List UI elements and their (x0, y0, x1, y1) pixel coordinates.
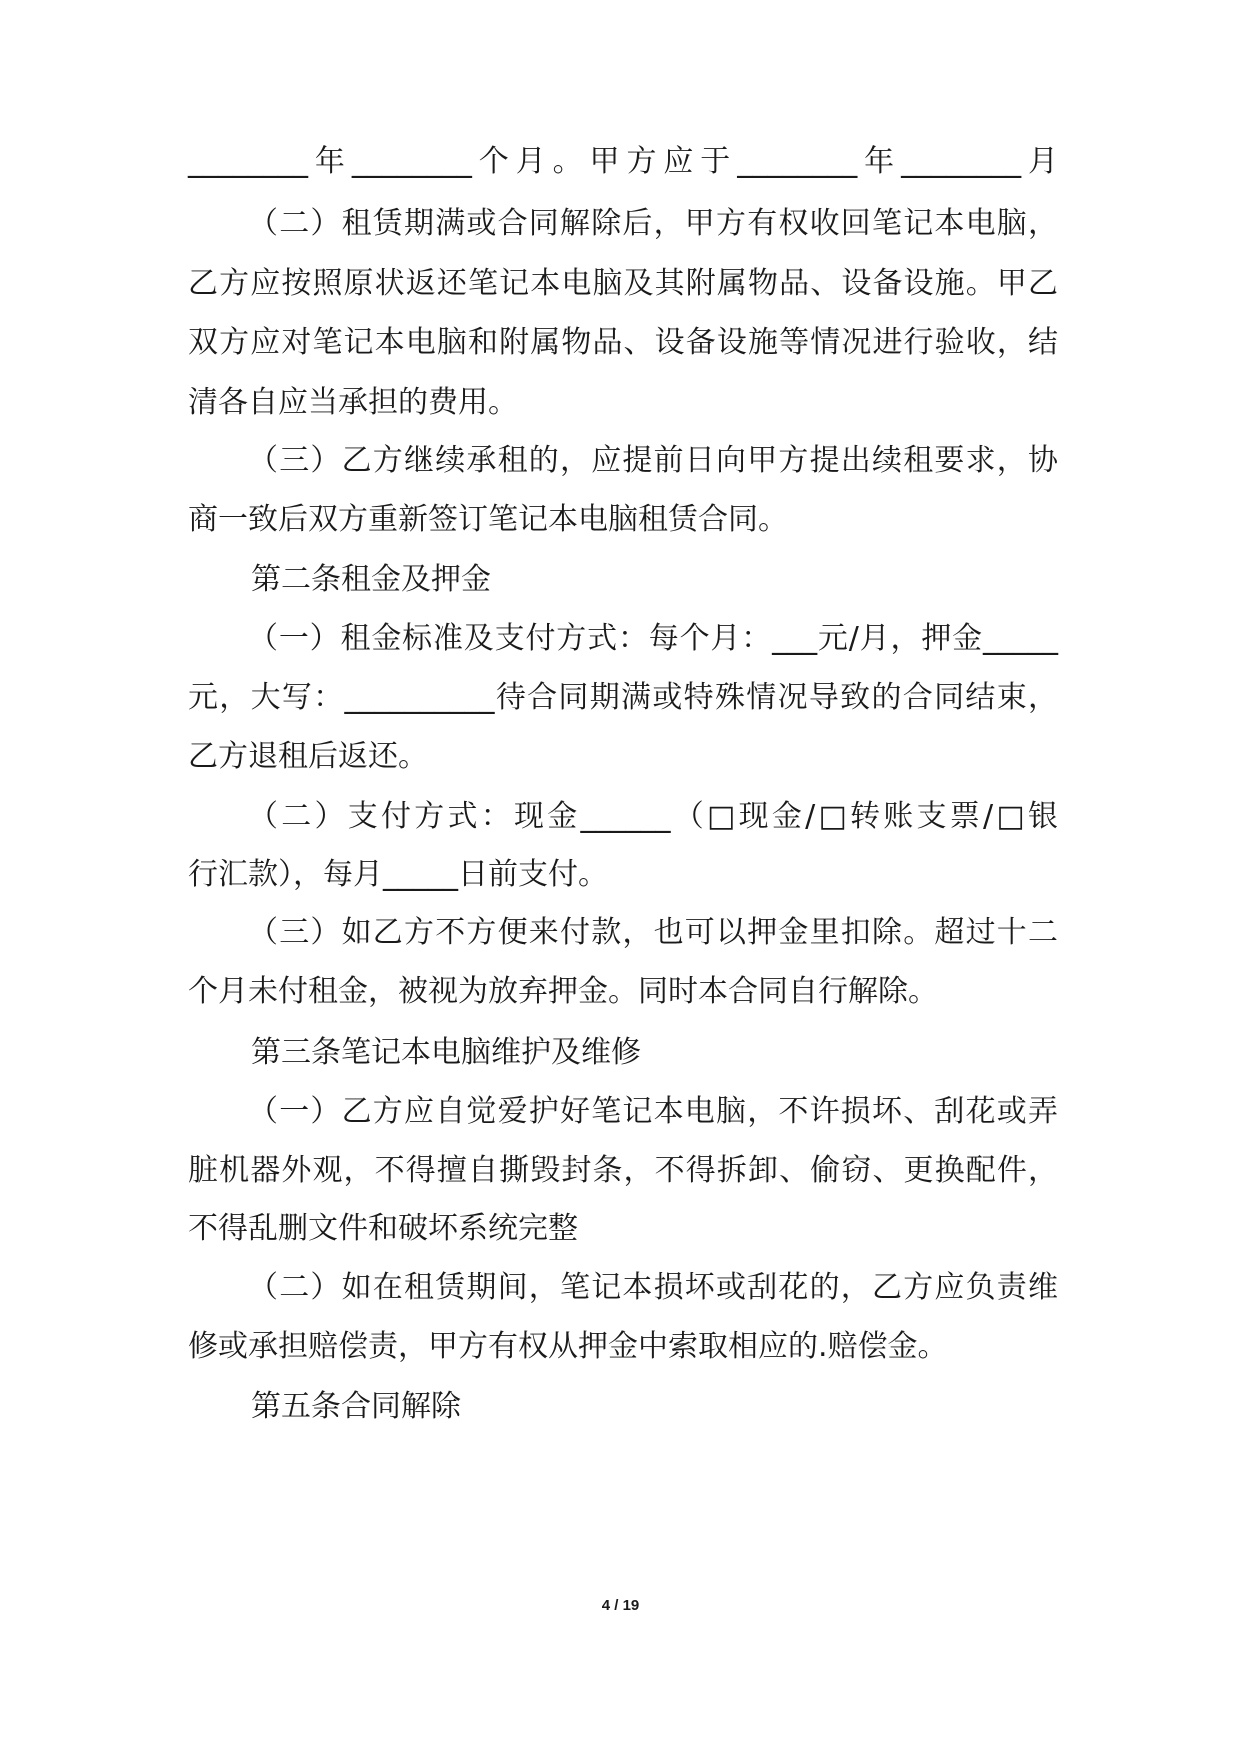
text-line: 元，大写：__________待合同期满或特殊情况导致的合同结束， (188, 680, 1058, 715)
text-line: 不得乱删文件和破坏系统完整 (188, 1211, 578, 1246)
section-heading: 第二条租金及押金 (251, 562, 491, 597)
page-number: 4 / 19 (601, 1597, 640, 1614)
text-line: （二）支付方式：现金______（□现金/□转账支票/□银 (248, 799, 1058, 834)
text-line: 行汇款），每月_____日前支付。 (188, 857, 608, 892)
text-line: 个月未付租金，被视为放弃押金。同时本合同自行解除。 (188, 974, 938, 1009)
text-line: 双方应对笔记本电脑和附属物品、设备设施等情况进行验收，结 (188, 325, 1058, 360)
text-line: ________年________个月。甲方应于________年________月 (188, 144, 1058, 179)
text-line: 清各自应当承担的费用。 (188, 385, 518, 420)
text-line: 脏机器外观，不得擅自撕毁封条，不得拆卸、偷窃、更换配件， (188, 1153, 1058, 1188)
text-line: 乙方退租后返还。 (188, 739, 428, 774)
section-heading: 第五条合同解除 (251, 1389, 461, 1424)
text-line: 商一致后双方重新签订笔记本电脑租赁合同。 (188, 502, 788, 537)
text-line: 乙方应按照原状返还笔记本电脑及其附属物品、设备设施。甲乙 (188, 266, 1058, 301)
text-line: （一）乙方应自觉爱护好笔记本电脑，不许损坏、刮花或弄 (248, 1094, 1058, 1129)
text-line: （二）如在租赁期间，笔记本损坏或刮花的，乙方应负责维 (248, 1270, 1058, 1305)
text-line: （二）租赁期满或合同解除后，甲方有权收回笔记本电脑， (248, 206, 1058, 241)
text-line: （三）乙方继续承租的，应提前日向甲方提出续租要求，协 (248, 443, 1058, 478)
section-heading: 第三条笔记本电脑维护及维修 (251, 1035, 641, 1070)
text-line: （一）租金标准及支付方式：每个月：___元/月，押金_____ (248, 621, 1058, 656)
text-line: （三）如乙方不方便来付款，也可以押金里扣除。超过十二 (248, 915, 1058, 950)
text-line: 修或承担赔偿责，甲方有权从押金中索取相应的.赔偿金。 (188, 1329, 948, 1364)
